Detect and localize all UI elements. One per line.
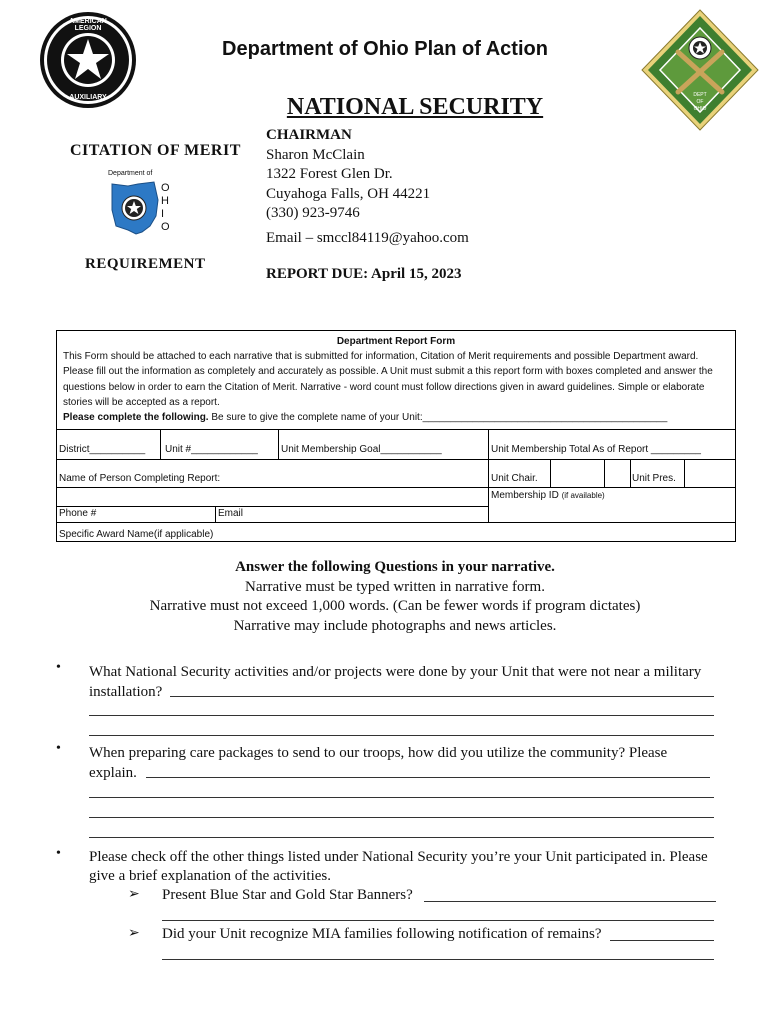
ohio-letter-o2: O: [161, 221, 170, 233]
citation-of-merit-heading: CITATION OF MERIT: [70, 142, 241, 159]
diamond-text-3: OHIO: [693, 106, 707, 112]
subitem-banners: Present Blue Star and Gold Star Banners?: [162, 887, 413, 903]
unit-chair-label: Unit Chair.: [491, 473, 538, 484]
membership-total-field[interactable]: Unit Membership Total As of Report _________: [491, 444, 701, 455]
requirement-heading: REQUIREMENT: [85, 256, 206, 272]
form-complete-line: [63, 410, 729, 425]
instruction-line-3: Narrative may include photographs and news articles.: [233, 617, 557, 634]
answer-line[interactable]: [89, 715, 714, 716]
emblem-text-top: AMERICAN LEGION: [69, 18, 107, 32]
ohio-letter-i: I: [161, 208, 165, 220]
bullet-icon: •: [56, 660, 61, 675]
unit-pres-checkbox[interactable]: [685, 460, 735, 486]
membership-id-field[interactable]: [491, 490, 605, 501]
form-heading: Department Report Form: [336, 336, 456, 347]
answer-line[interactable]: [89, 797, 714, 798]
district-field[interactable]: District__________: [59, 444, 146, 455]
question-2-cont: explain.: [89, 765, 137, 781]
chairman-phone: (330) 923-9746: [266, 205, 360, 221]
unit-pres-label: Unit Pres.: [632, 473, 676, 484]
complete-bold: Please complete the following.: [63, 412, 209, 424]
page-title: Department of Ohio Plan of Action: [222, 38, 548, 60]
membership-id-label: Membership ID: [491, 490, 559, 501]
answer-line[interactable]: [424, 901, 716, 902]
narrative-instructions: [0, 558, 770, 636]
membership-goal-field[interactable]: Unit Membership Goal___________: [281, 444, 442, 455]
chairman-name: Sharon McClain: [266, 146, 365, 163]
instruction-line-2: Narrative must not exceed 1,000 words. (Can be fewer words if program dictates): [149, 598, 641, 614]
answer-line[interactable]: [89, 817, 714, 818]
question-1: What National Security activities and/or projects were done by your Unit that were not near a military: [89, 664, 702, 680]
ohio-letter-o1: O: [161, 182, 170, 194]
chairman-contact: [266, 126, 430, 224]
subitem-mia-families: Did your Unit recognize MIA families following notification of remains?: [162, 926, 602, 942]
answer-line[interactable]: [162, 920, 714, 921]
award-name-field[interactable]: Specific Award Name(if applicable): [59, 529, 214, 540]
program-title: NATIONAL SECURITY: [286, 94, 544, 120]
ohio-letter-h: H: [161, 195, 169, 207]
person-completing-field[interactable]: Name of Person Completing Report:: [59, 473, 221, 484]
unit-name-field[interactable]: Be sure to give the complete name of your Unit:____________________________________________: [208, 412, 668, 424]
answer-heading: Answer the following Questions in your narrative.: [235, 559, 555, 575]
question-3: Please check off the other things listed under National Security you’re your Unit participated in. Please: [89, 849, 708, 865]
instruction-line-1: Narrative must be typed written in narrative form.: [245, 578, 545, 595]
arrow-bullet-icon: ➢: [128, 925, 140, 941]
phone-field[interactable]: Phone #: [59, 508, 97, 519]
unit-chair-checkbox[interactable]: [551, 460, 603, 486]
answer-line[interactable]: [89, 735, 714, 736]
answer-line[interactable]: [162, 959, 714, 960]
ohio-map-icon: [108, 180, 160, 236]
emblem-text-bottom: AUXILIARY: [69, 94, 107, 101]
arrow-bullet-icon: ➢: [128, 886, 140, 902]
chairman-email: Email – smccl84119@yahoo.com: [266, 230, 469, 246]
question-3-cont: give a brief explanation of the activities.: [89, 868, 331, 884]
bullet-icon: •: [56, 846, 61, 861]
email-field[interactable]: Email: [218, 508, 244, 519]
unit-number-field[interactable]: Unit #____________: [165, 444, 258, 455]
citation-dept-label: Department of: [108, 170, 153, 177]
chairman-address2: Cuyahoga Falls, OH 44221: [266, 185, 431, 202]
diamond-text-2: OF: [696, 99, 704, 105]
question-1-cont: installation?: [89, 684, 163, 700]
answer-line[interactable]: [146, 777, 710, 778]
answer-line[interactable]: [89, 837, 714, 838]
diamond-text-1: DEPT: [693, 92, 707, 98]
chairman-role: CHAIRMAN: [266, 127, 352, 143]
form-instructions: This Form should be attached to each narrative that is submitted for information, Citation of Merit requirements and possible Department award. Please fill out the information as completely and accurately as possible. A Unit must submit a this report form with boxes completed and answer the questions below in order to earn the Citation of Merit. Narrative - word count must follow directions given in award guidelines. Simple or elaborate stories will be accepted as a report.: [63, 351, 713, 408]
membership-id-note: (if available): [561, 491, 605, 500]
bullet-icon: •: [56, 741, 61, 756]
report-due-date: REPORT DUE: April 15, 2023: [266, 266, 462, 282]
answer-line[interactable]: [170, 696, 714, 697]
form-intro: [63, 334, 729, 425]
question-2: When preparing care packages to send to our troops, how did you utilize the community? Please: [89, 745, 668, 761]
answer-line[interactable]: [610, 940, 714, 941]
chairman-address1: 1322 Forest Glen Dr.: [266, 166, 393, 182]
